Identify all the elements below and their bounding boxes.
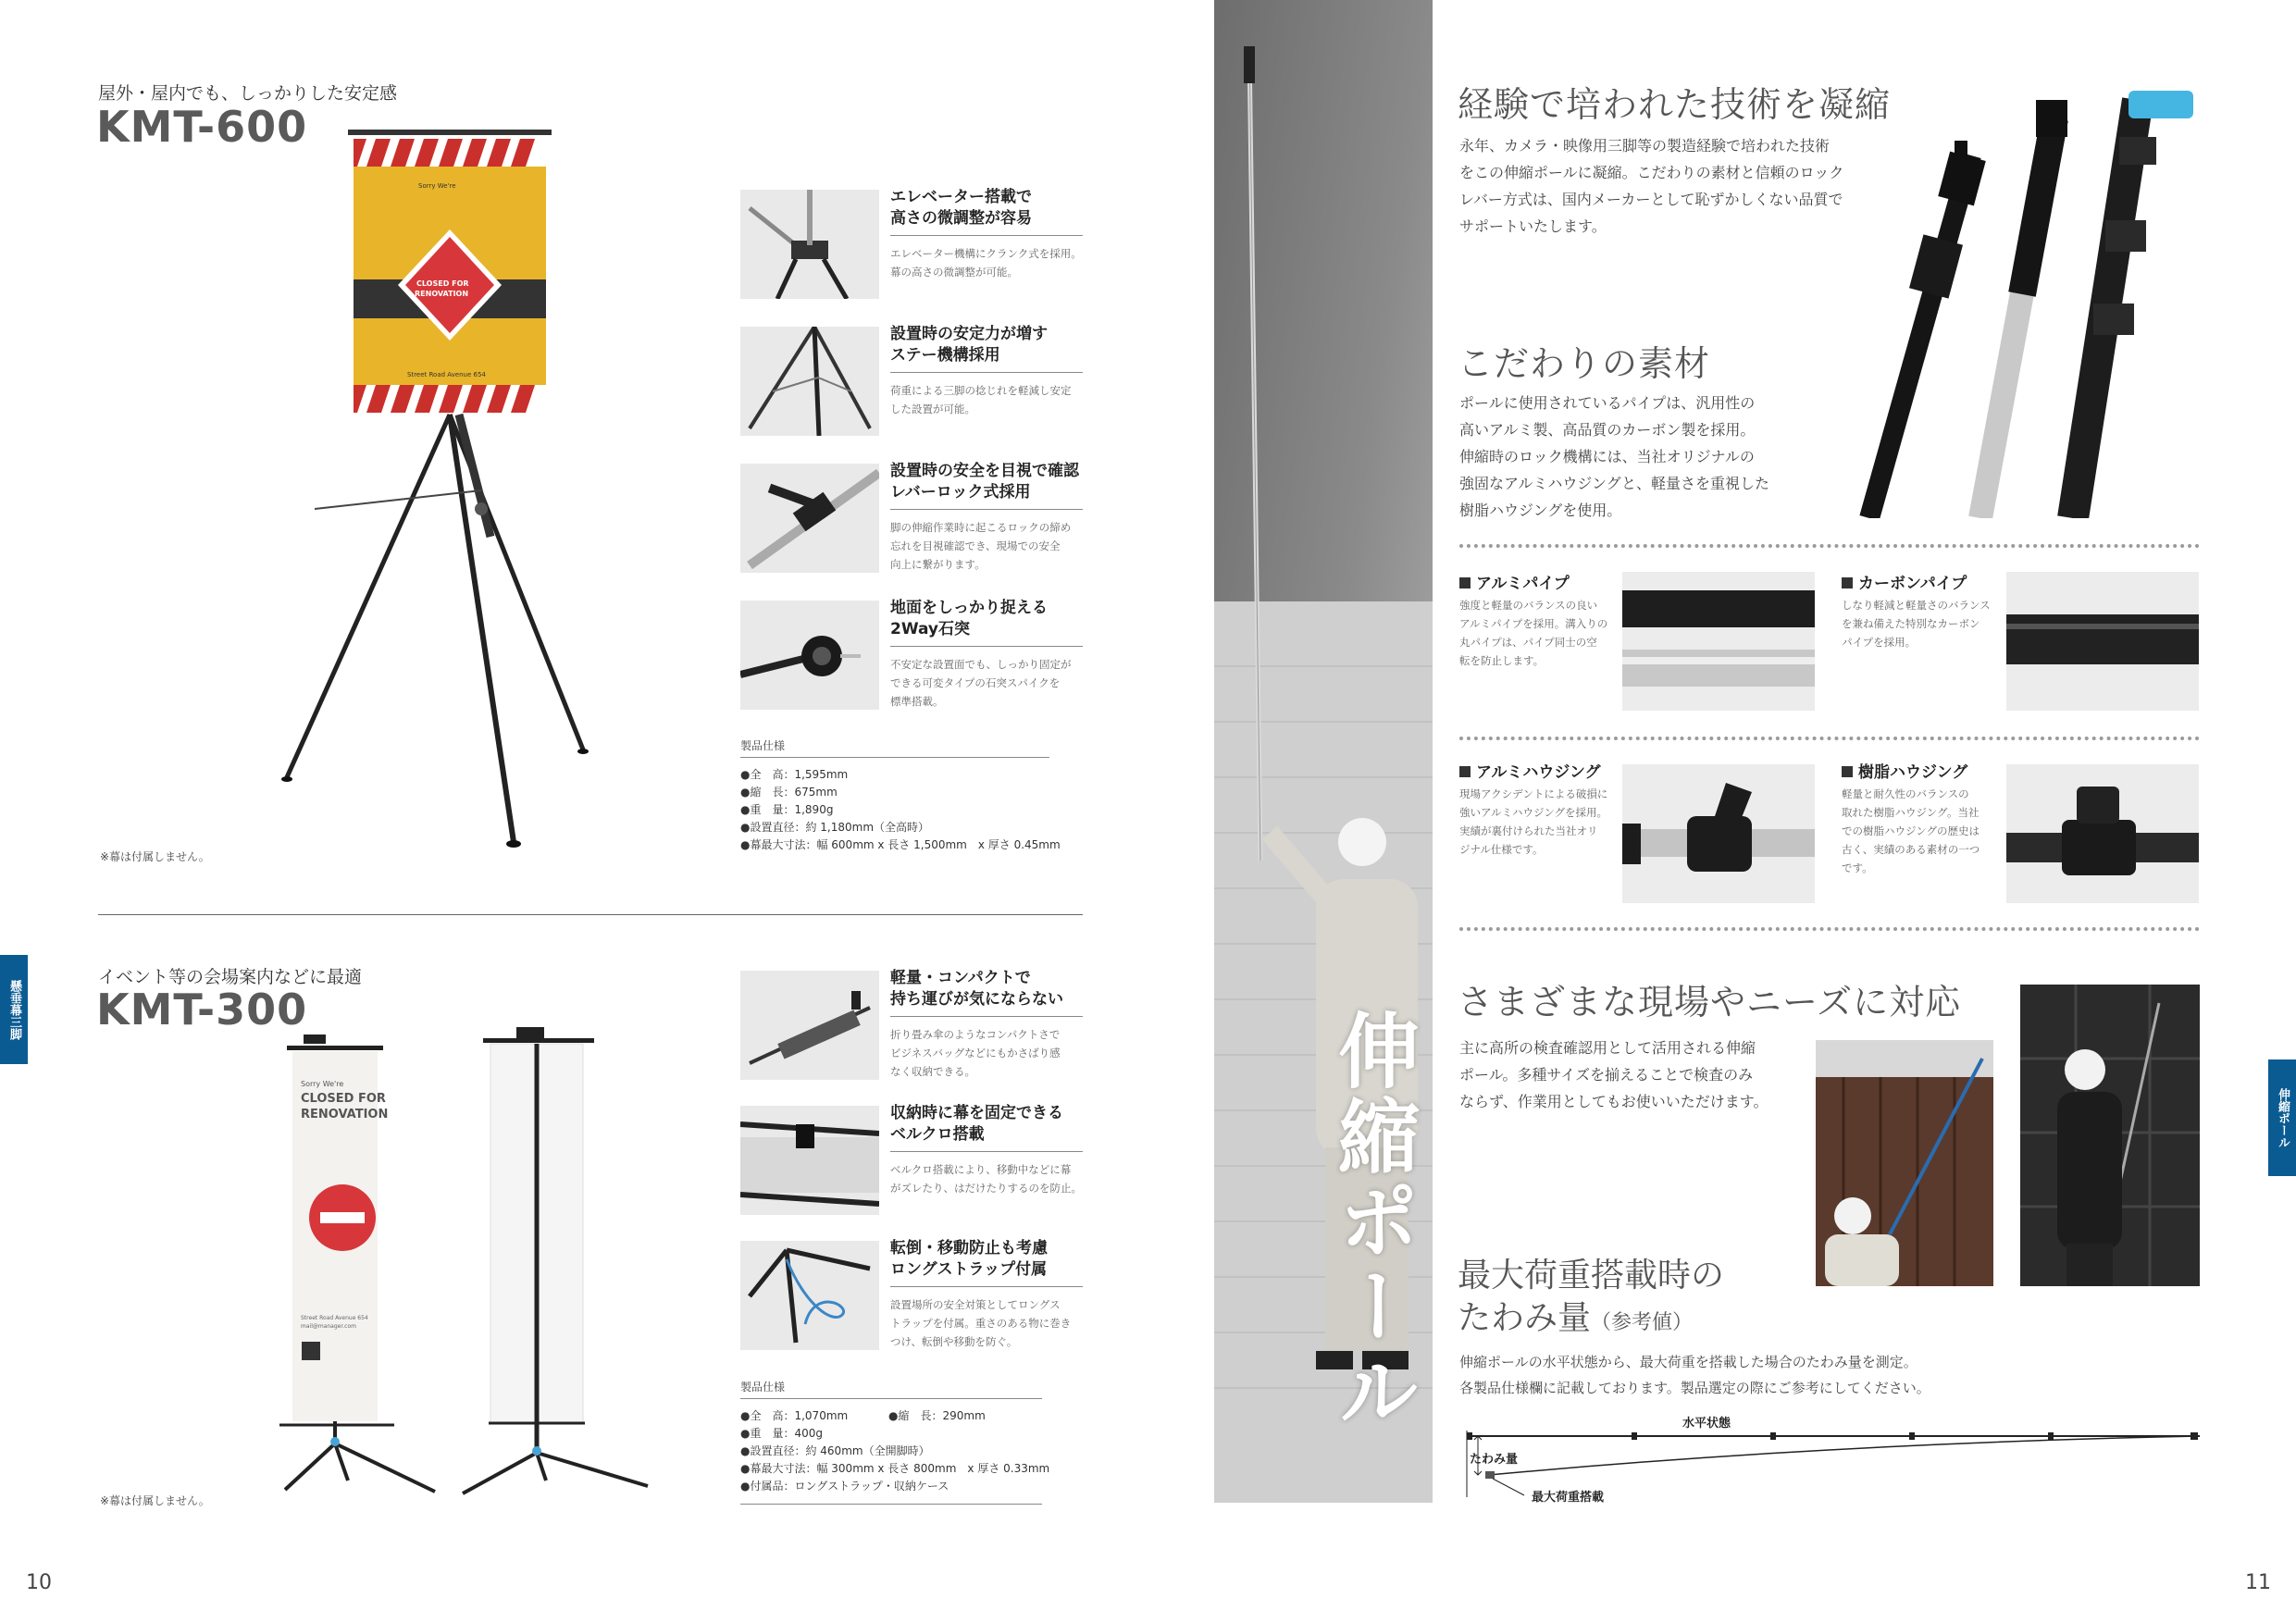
spec-rule: [740, 757, 1049, 758]
carbon-pipe-photo: [2006, 572, 2199, 711]
tech-heading: 経験で培われた技術を凝縮: [1458, 84, 1892, 125]
kmt300-banner-closed2: RENOVATION: [301, 1108, 389, 1121]
spec-item: ●設置直径：約 460mm（全開脚時）: [740, 1444, 930, 1457]
kmt300-subtitle: イベント等の会場案内などに最適: [98, 967, 363, 987]
kmt600-note: ※幕は付属しません。: [100, 850, 210, 863]
kmt300-product-image: [268, 1018, 676, 1499]
kmt300-banner-closed1: CLOSED FOR: [301, 1092, 386, 1106]
kmt300-banner-email: mail@manager.com: [301, 1323, 356, 1330]
kmt600-product-image: [185, 120, 629, 861]
kmt600-spec-list: [740, 766, 1061, 854]
page-number-right: 11: [2245, 1571, 2271, 1594]
feature-title: 収納時に幕を固定できる ベルクロ搭載: [890, 1104, 1063, 1144]
spec-item: ●縮 長：290mm: [888, 1409, 986, 1422]
section-divider: [98, 914, 1083, 915]
feature-body: 脚の伸縮作業時に起こるロックの締め 忘れを目視確認でき、現場での安全 向上に繋がります。: [890, 521, 1072, 571]
tech-body: 永年、カメラ・映像用三脚等の製造経験で培われた技術 をこの伸縮ポールに凝縮。こだわりの素材と信頼のロック レバー方式は、国内メーカーとして恥ずかしくない品質で サポートいたします。: [1459, 137, 1844, 235]
square-bullet-icon: [1459, 766, 1471, 777]
kmt300-banner-sorry: Sorry We're: [301, 1080, 344, 1088]
kmt600-banner-sorry: Sorry We're: [418, 182, 456, 190]
material-title: アルミパイプ: [1459, 570, 1570, 593]
deflection-label-amount: たわみ量: [1470, 1453, 1519, 1467]
material-body: 現場アクシデントによる破損に 強いアルミハウジングを採用。 実績が裏付けられた当社オリ ジナル仕様です。: [1459, 787, 1608, 856]
feature-body: 荷重による三脚の捻じれを軽減し安定 した設置が可能。: [890, 384, 1072, 415]
feature-photo: [740, 190, 879, 299]
feature-title: エレベーター搭載で 高さの微調整が容易: [890, 188, 1032, 228]
feature-photo: [740, 601, 879, 710]
kmt300-stand-drawing: [268, 1018, 676, 1499]
square-bullet-icon: [1459, 577, 1471, 588]
spec-item: ●重 量：1,890g: [740, 803, 834, 816]
feature-title: 軽量・コンパクトで 持ち運びが気にならない: [890, 969, 1063, 1009]
feature-title: 設置時の安全を目視で確認 レバーロック式採用: [890, 462, 1079, 502]
kmt300-title: KMT-300: [96, 985, 308, 1035]
feature-body: 設置場所の安全対策としてロングス トラップを付属。重さのある物に巻き つけ、転倒や移動を防ぐ。: [890, 1298, 1072, 1348]
kmt300-spec-label: 製品仕様: [740, 1381, 786, 1394]
feature-rule: [890, 1016, 1083, 1017]
spec-rule: [740, 1398, 1042, 1399]
spec-item: ●幕最大寸法：幅 300mm x 長さ 800mm x 厚さ 0.33mm: [740, 1462, 1050, 1475]
feature-rule: [890, 372, 1083, 373]
feature-rule: [890, 235, 1083, 236]
material-title: 樹脂ハウジング: [1842, 759, 1967, 782]
dotted-divider: [1459, 927, 2200, 931]
spec-item: ●縮 長：675mm: [740, 786, 838, 799]
feature-rule: [890, 1286, 1083, 1287]
side-tab-left: 懸垂幕三脚: [0, 955, 28, 1064]
pole-locks-photo: [1851, 81, 2221, 518]
kmt600-banner-address: Street Road Avenue 654: [407, 371, 486, 378]
dotted-divider: [1459, 544, 2200, 548]
deflection-label-max-load: 最大荷重搭載: [1532, 1491, 1605, 1505]
kmt600-subtitle: 屋外・屋内でも、しっかりした安定感: [98, 83, 398, 104]
page-number-left: 10: [26, 1571, 52, 1594]
scene-photo-2: [2020, 985, 2200, 1286]
feature-body: 折り畳み傘のようなコンパクトさで ビジネスバッグなどにもかさばり感 なく収納できる。: [890, 1028, 1061, 1078]
kmt600-spec-label: 製品仕様: [740, 739, 786, 752]
scene-photo-1: [1816, 1040, 1993, 1286]
material-title: カーボンパイプ: [1842, 570, 1967, 593]
square-bullet-icon: [1842, 766, 1853, 777]
feature-title: 設置時の安定力が増す ステー機構採用: [890, 325, 1048, 365]
scenes-body: 主に高所の検査確認用として活用される伸縮 ポール。多種サイズを揃えることで検査のみ ならず、作業用としてもお使いいただけます。: [1459, 1039, 1769, 1110]
deflection-body: 伸縮ポールの水平状態から、最大荷重を搭載した場合のたわみ量を測定。 各製品仕様欄に記載しております。製品選定の際にご参考にしてください。: [1459, 1354, 1930, 1396]
resin-housing-photo: [2006, 764, 2199, 903]
feature-photo: [740, 1241, 879, 1350]
spec-item: ●幕最大寸法：幅 600mm x 長さ 1,500mm x 厚さ 0.45mm: [740, 838, 1061, 851]
spec-item: ●付属品：ロングストラップ・収納ケース: [740, 1480, 949, 1493]
kmt300-banner-address: Street Road Avenue 654: [301, 1315, 368, 1321]
material-title: アルミハウジング: [1459, 759, 1601, 782]
feature-rule: [890, 646, 1083, 647]
spec-item: ●重 量：400g: [740, 1427, 823, 1440]
square-bullet-icon: [1842, 577, 1853, 588]
material-heading: こだわりの素材: [1458, 343, 1711, 384]
spec-item: ●全 高：1,595mm: [740, 768, 849, 781]
kmt600-title: KMT-600: [96, 102, 308, 152]
feature-photo: [740, 464, 879, 573]
spec-item: ●設置直径：約 1,180mm（全高時）: [740, 821, 930, 834]
deflection-heading-1: 最大荷重搭載時の: [1458, 1257, 1725, 1295]
kmt600-banner-closed2: RENOVATION: [415, 290, 469, 298]
material-body: 強度と軽量のバランスの良い アルミパイプを採用。溝入りの 丸パイプは、パイプ同士の空 転を防止します。: [1459, 599, 1608, 667]
kmt600-tripod-drawing: [185, 120, 629, 861]
deflection-heading-2: たわみ量（参考値）: [1458, 1299, 1694, 1337]
deflection-label-horizontal: 水平状態: [1682, 1417, 1731, 1431]
feature-rule: [890, 509, 1083, 510]
spec-item: ●全 高：1,070mm: [740, 1409, 849, 1422]
feature-body: ベルクロ搭載により、移動中などに幕 がズレたり、はだけたりするのを防止。: [890, 1163, 1082, 1195]
vertical-title: 伸縮ポール: [1325, 1009, 1421, 1434]
feature-photo: [740, 971, 879, 1080]
material-body: しなり軽減と軽量さのバランス を兼ね備えた特別なカーボン パイプを採用。: [1842, 599, 1991, 649]
kmt600-banner-closed1: CLOSED FOR: [416, 279, 469, 288]
material-body: ポールに使用されているパイプは、汎用性の 高いアルミ製、高品質のカーボン製を採用。 伸縮時のロック機構には、当社オリジナルの 強固なアルミハウジングと、軽量さを重視した 樹脂ハウジングを使用。: [1459, 394, 1769, 519]
feature-title: 転倒・移動防止も考慮 ロングストラップ付属: [890, 1239, 1048, 1279]
aluminum-housing-photo: [1622, 764, 1815, 903]
dotted-divider: [1459, 737, 2200, 740]
feature-body: エレベーター機構にクランク式を採用。 幕の高さの微調整が可能。: [890, 247, 1082, 279]
feature-photo: [740, 1106, 879, 1215]
feature-title: 地面をしっかり捉える 2Way石突: [890, 599, 1048, 638]
aluminum-pipe-photo: [1622, 572, 1815, 711]
feature-body: 不安定な設置面でも、しっかり固定が できる可変タイプの石突スパイクを 標準搭載。: [890, 658, 1072, 708]
kmt300-spec-list: [740, 1407, 1055, 1495]
feature-photo: [740, 327, 879, 436]
material-body: 軽量と耐久性のバランスの 取れた樹脂ハウジング。当社 での樹脂ハウジングの歴史は 古く、実績のある素材の一つ です。: [1842, 787, 1980, 874]
scenes-heading: さまざまな現場やニーズに対応: [1458, 982, 1962, 1022]
spec-rule-bottom: [740, 1504, 1042, 1505]
side-tab-right: 伸縮ポール: [2268, 1059, 2296, 1176]
kmt300-note: ※幕は付属しません。: [100, 1494, 210, 1507]
feature-rule: [890, 1151, 1083, 1152]
